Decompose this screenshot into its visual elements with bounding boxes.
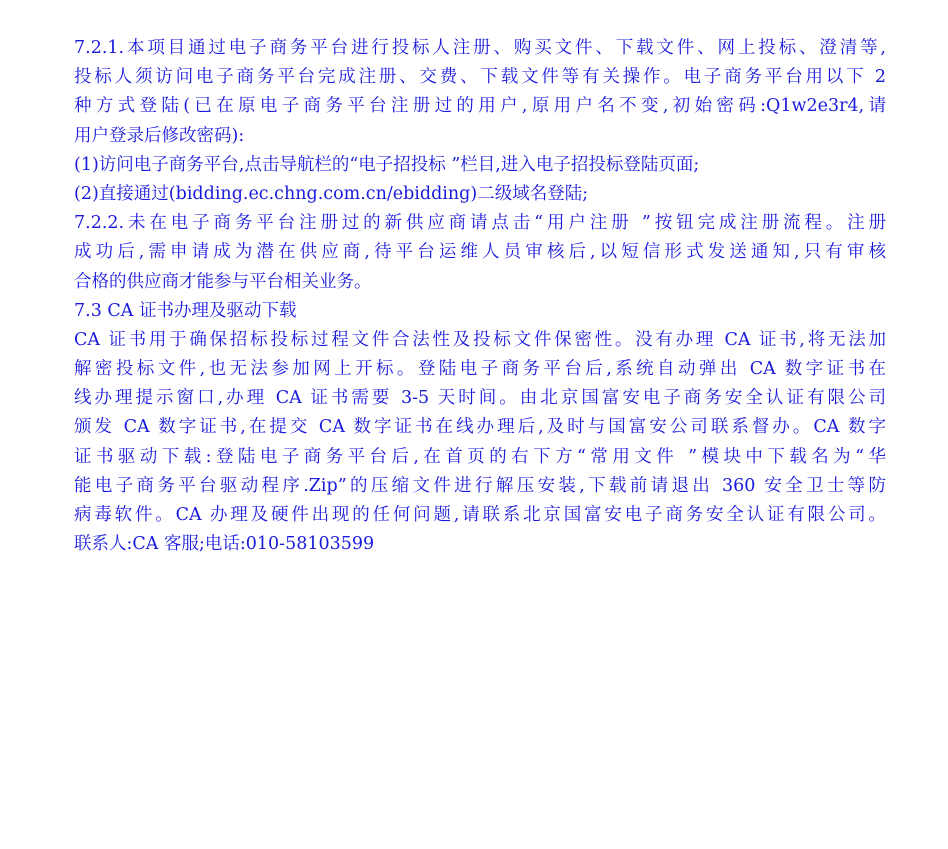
para-722-line-3: 合格的供应商才能参与平台相关业务。 — [74, 271, 372, 292]
para-721-line-4: 用户登录后修改密码): — [74, 125, 245, 146]
para-73-line-3: 线办理提示窗口,办理 CA 证书需要 3-5 天时间。由北京国富安电子商务安全认证有限公司 — [74, 388, 886, 409]
para-73-line-7: 病毒软件。CA 办理及硬件出现的任何问题,请联系北京国富安电子商务安全认证有限公司。 — [74, 505, 886, 525]
para-73-line-4: 颁发 CA 数字证书,在提交 CA 数字证书在线办理后,及时与国富安公司联系督办。CA 数字 — [74, 417, 886, 438]
para-721-line-3: 种方式登陆(已在原电子商务平台注册过的用户,原用户名不变,初始密码:Q1w2e3r4,请 — [74, 96, 886, 117]
list-item-2: (2)直接通过(bidding.ec.chng.com.cn/ebidding)二级域名登陆; — [74, 183, 589, 204]
para-73-line-2: 解密投标文件,也无法参加网上开标。登陆电子商务平台后,系统自动弹出 CA 数字证书在 — [74, 359, 886, 380]
para-721-line-1: 7.2.1.本项目通过电子商务平台进行投标人注册、购买文件、下载文件、网上投标、澄清等, — [74, 38, 886, 58]
section-heading-73: 7.3 CA 证书办理及驱动下载 — [74, 300, 297, 321]
para-73-line-6: 能电子商务平台驱动程序.Zip”的压缩文件进行解压安装,下载前请退出 360 安全卫士等防 — [74, 475, 886, 496]
list-item-1: (1)访问电子商务平台,点击导航栏的“电子招投标 ”栏目,进入电子招投标登陆页面; — [74, 154, 700, 175]
document-body — [74, 34, 886, 559]
contact-line: 联系人:CA 客服;电话:010-58103599 — [74, 534, 375, 555]
para-721-line-2: 投标人须访问电子商务平台完成注册、交费、下载文件等有关操作。电子商务平台用以下 2 — [74, 67, 886, 88]
para-722-line-1: 7.2.2.未在电子商务平台注册过的新供应商请点击“用户注册 ”按钮完成注册流程。注册 — [74, 213, 886, 234]
para-73-line-5: 证书驱动下载:登陆电子商务平台后,在首页的右下方“常用文件 ”模块中下载名为“华 — [74, 446, 886, 467]
para-73-line-1: CA 证书用于确保招标投标过程文件合法性及投标文件保密性。没有办理 CA 证书,将无法加 — [74, 329, 886, 350]
para-722-line-2: 成功后,需申请成为潜在供应商,待平台运维人员审核后,以短信形式发送通知,只有审核 — [74, 242, 886, 263]
